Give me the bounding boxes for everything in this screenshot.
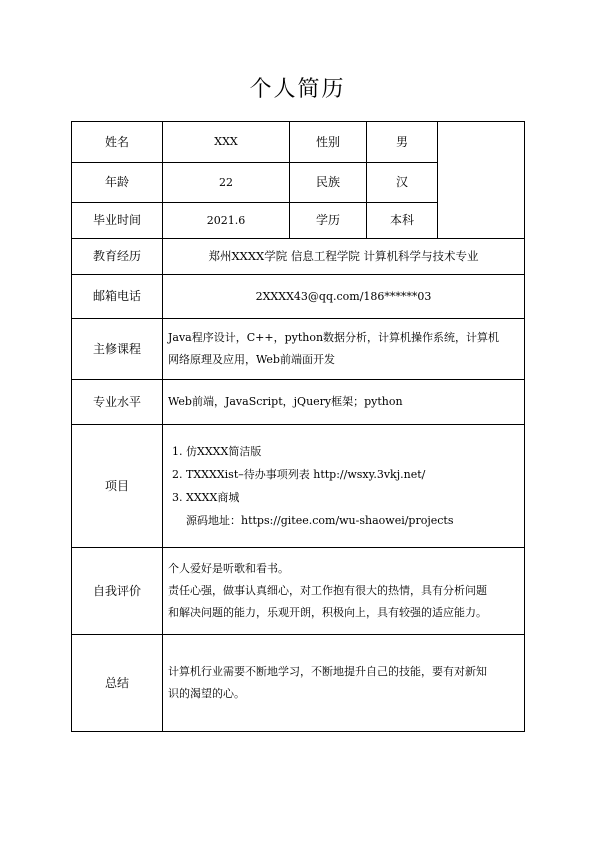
graduation-value: 2021.6 xyxy=(163,203,290,239)
project-item: 2. TXXXXist–待办事项列表 http://wsxy.3vkj.net/ xyxy=(172,468,426,481)
age-label: 年龄 xyxy=(72,163,163,203)
courses-line: Java程序设计，C++，python数据分析，计算机操作系统，计算机 xyxy=(168,331,500,344)
resume-table xyxy=(71,121,525,732)
row-name xyxy=(72,122,525,163)
row-contact xyxy=(72,275,525,319)
projects-label: 项目 xyxy=(72,425,163,548)
skills-value: Web前端，JavaScript，jQuery框架；python xyxy=(163,380,525,425)
courses-line: 网络原理及应用，Web前端面开发 xyxy=(168,353,335,366)
row-courses xyxy=(72,319,525,380)
courses-label: 主修课程 xyxy=(72,319,163,380)
name-label: 姓名 xyxy=(72,122,163,163)
courses-value xyxy=(163,319,525,380)
row-projects xyxy=(72,425,525,548)
row-summary xyxy=(72,635,525,732)
project-item: 3. XXXX商城 xyxy=(172,491,240,504)
row-education xyxy=(72,239,525,275)
gender-label: 性别 xyxy=(290,122,367,163)
project-source-link[interactable]: 源码地址：https://gitee.com/wu-shaowei/projects xyxy=(186,514,454,527)
ethnicity-value: 汉 xyxy=(367,163,438,203)
self-eval-line: 和解决问题的能力，乐观开朗，积极向上，具有较强的适应能力。 xyxy=(168,606,487,619)
summary-line: 计算机行业需要不断地学习，不断地提升自己的技能，要有对新知 xyxy=(168,665,487,678)
summary-value xyxy=(163,635,525,732)
summary-line: 识的渴望的心。 xyxy=(168,687,245,700)
ethnicity-label: 民族 xyxy=(290,163,367,203)
education-value: 郑州XXXX学院 信息工程学院 计算机科学与技术专业 xyxy=(163,239,525,275)
self-eval-value xyxy=(163,548,525,635)
degree-value: 本科 xyxy=(367,203,438,239)
row-self-eval xyxy=(72,548,525,635)
skills-label: 专业水平 xyxy=(72,380,163,425)
self-eval-line: 个人爱好是听歌和看书。 xyxy=(168,562,289,575)
page-title: 个人简历 xyxy=(249,77,346,102)
photo-cell xyxy=(438,122,525,239)
project-item: 1. 仿XXXX简洁版 xyxy=(172,445,262,458)
graduation-label: 毕业时间 xyxy=(72,203,163,239)
projects-value xyxy=(163,425,525,548)
name-value: XXX xyxy=(163,122,290,163)
self-eval-line: 责任心强，做事认真细心，对工作抱有很大的热情，具有分析问题 xyxy=(168,584,487,597)
gender-value: 男 xyxy=(367,122,438,163)
self-eval-label: 自我评价 xyxy=(72,548,163,635)
row-skills xyxy=(72,380,525,425)
summary-label: 总结 xyxy=(72,635,163,732)
age-value: 22 xyxy=(163,163,290,203)
degree-label: 学历 xyxy=(290,203,367,239)
education-label: 教育经历 xyxy=(72,239,163,275)
contact-value: 2XXXX43@qq.com/186******03 xyxy=(163,275,525,319)
contact-label: 邮箱电话 xyxy=(72,275,163,319)
